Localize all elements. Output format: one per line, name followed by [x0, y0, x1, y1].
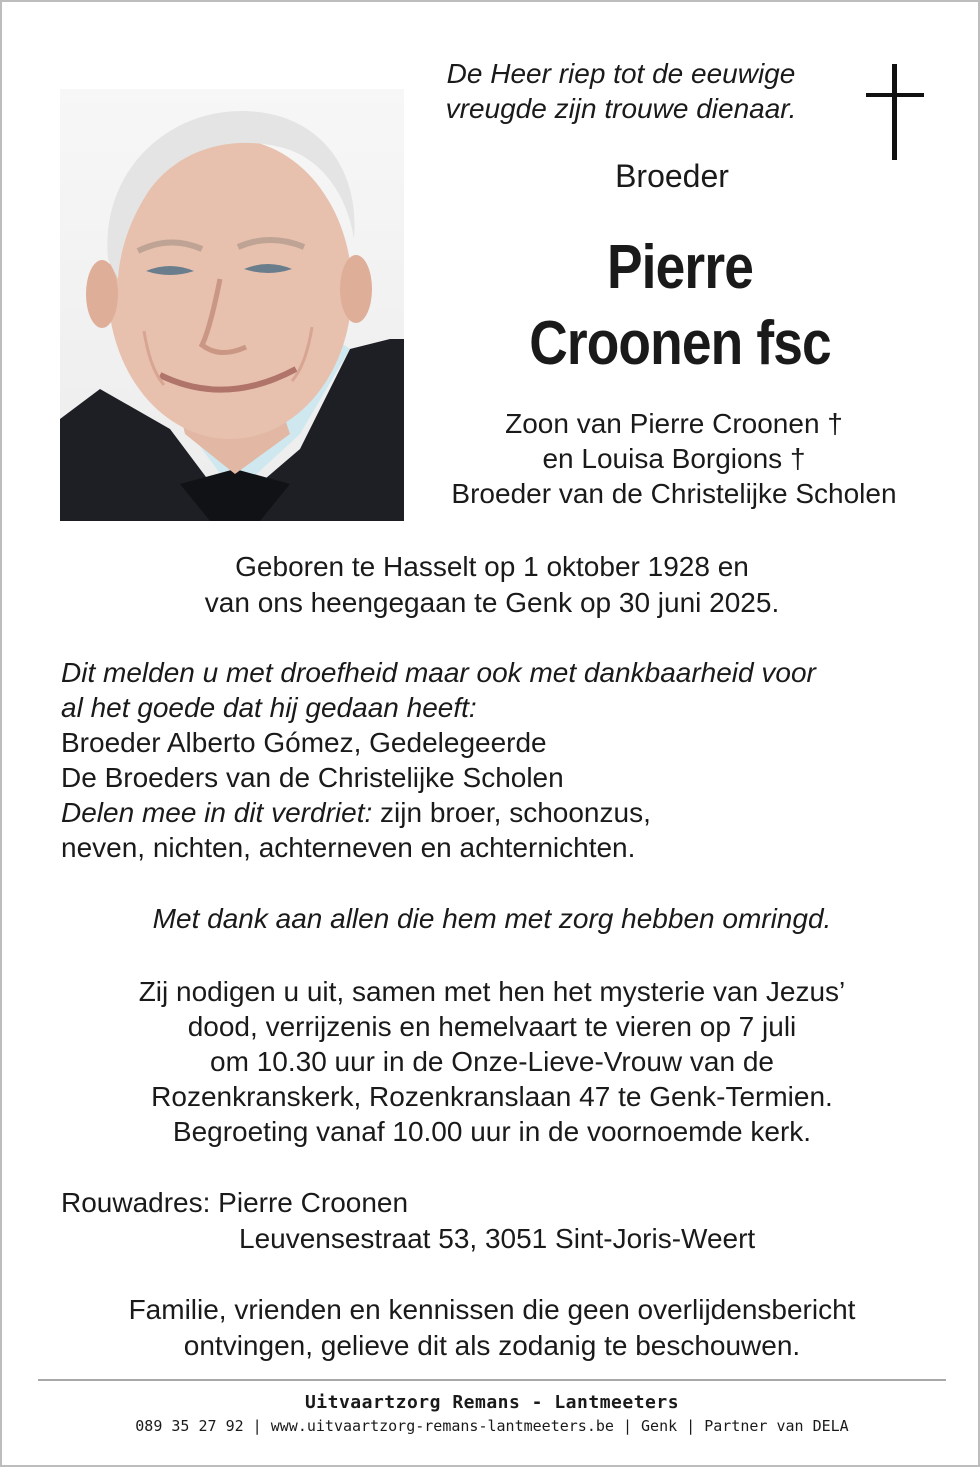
religious-title: Broeder: [615, 158, 729, 194]
share-line-2: neven, nichten, achterneven en achternichten.: [61, 832, 636, 863]
service-line-5: Begroeting vanaf 10.00 uur in de voornoemde kerk.: [172, 1116, 812, 1147]
notice-block: [2, 1292, 980, 1364]
parents-line-3: Broeder van de Christelijke Scholen: [451, 478, 897, 509]
service-line-2: dood, verrijzenis en hemelvaart te vieren op 7 juli: [187, 1011, 797, 1042]
parents-block: [406, 406, 942, 511]
last-name: Croonen fsc: [529, 309, 831, 378]
parents-line-2: en Louisa Borgions †: [542, 443, 806, 474]
motto-quote: [406, 56, 836, 126]
motto-line-1: De Heer riep tot de eeuwige: [446, 58, 796, 89]
share-line-1: [61, 795, 941, 830]
sender-1: Broeder Alberto Gómez, Gedelegeerde: [61, 727, 547, 758]
life-dates: [2, 549, 980, 621]
parents-line-1: Zoon van Pierre Croonen †: [505, 408, 843, 439]
service-line-1: Zij nodigen u uit, samen met hen het mysterie van Jezus’: [138, 976, 846, 1007]
service-block: [2, 974, 980, 1149]
address-line-2: Leuvensestraat 53, 3051 Sint-Joris-Weert: [239, 1223, 756, 1254]
funeral-company-info: 089 35 27 92 | www.uitvaartzorg-remans-lantmeeters.be | Genk | Partner van DELA: [135, 1417, 849, 1435]
address-line-1: Rouwadres: Pierre Croonen: [61, 1187, 409, 1218]
death-line: van ons heengegaan te Genk op 30 juni 2025.: [204, 587, 780, 618]
deceased-name: [458, 230, 902, 382]
service-line-3: om 10.30 uur in de Onze-Lieve-Vrouw van de: [210, 1046, 774, 1077]
share-rest: zijn broer, schoonzus,: [372, 797, 651, 828]
first-name: Pierre: [606, 233, 754, 302]
share-label: Delen mee in dit verdriet:: [61, 797, 373, 828]
funeral-company-name: Uitvaartzorg Remans - Lantmeeters: [304, 1392, 680, 1413]
footer-divider: [38, 1379, 946, 1381]
sender-2: De Broeders van de Christelijke Scholen: [61, 762, 564, 793]
motto-line-2: vreugde zijn trouwe dienaar.: [445, 93, 797, 124]
announce-intro-1: Dit melden u met droefheid maar ook met dankbaarheid voor: [61, 657, 816, 688]
announce-intro-2: al het goede dat hij gedaan heeft:: [61, 692, 477, 723]
thanks-line: Met dank aan allen die hem met zorg hebben omringd.: [152, 903, 832, 934]
birth-line: Geboren te Hasselt op 1 oktober 1928 en: [235, 551, 749, 582]
mourning-address: [61, 1185, 941, 1257]
notice-line-2: ontvingen, gelieve dit als zodanig te beschouwen.: [183, 1330, 801, 1361]
notice-line-1: Familie, vrienden en kennissen die geen overlijdensbericht: [128, 1294, 856, 1325]
portrait-photo: [60, 89, 404, 521]
service-line-4: Rozenkranskerk, Rozenkranslaan 47 te Genk-Termien.: [151, 1081, 833, 1112]
latin-cross-icon: [866, 64, 924, 160]
announcement-block: [61, 655, 941, 865]
